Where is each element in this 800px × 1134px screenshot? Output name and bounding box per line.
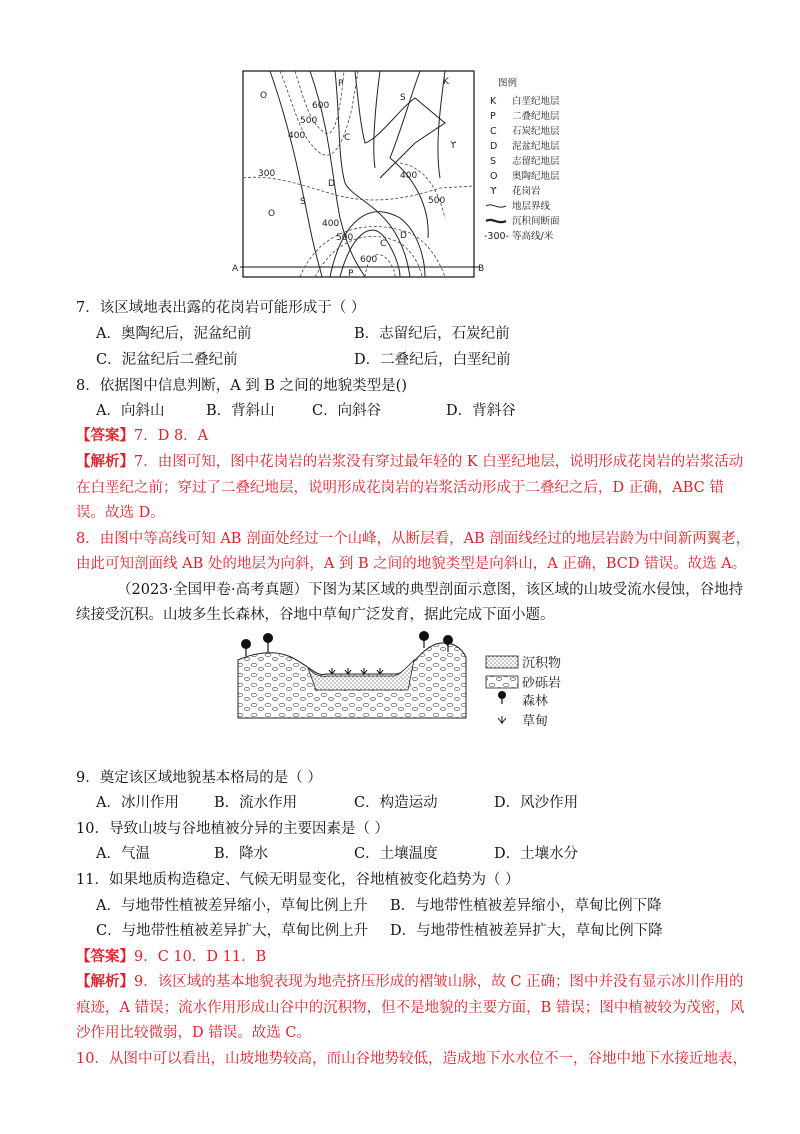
q10-stem: 10．导致山坡与谷地植被分异的主要因素是（ ） xyxy=(76,821,390,837)
map-label-p1: P xyxy=(338,79,344,89)
contour-600a: 600 xyxy=(312,101,330,111)
q9-option-c: C．构造运动 xyxy=(354,795,438,811)
legend-label-o: 奥陶纪地层 xyxy=(512,171,560,182)
contour-600b: 600 xyxy=(360,255,378,265)
analysis-2-line-1 xyxy=(76,972,744,992)
legend-title: 图例 xyxy=(498,78,518,89)
q11-option-a: A．与地带性植被差异缩小，草甸比例上升 xyxy=(96,898,368,914)
legend-sym-granite: ϒ xyxy=(490,186,497,197)
point-a-label: A xyxy=(232,264,239,274)
analysis-1-line-2: 在白垩纪之前；穿过了二叠纪地层，说明形成花岗岩的岩浆活动形成于二叠纪之后，D 正确，ABC 错 xyxy=(76,480,724,496)
analysis-2-line-2: 痕迹，A 错误；流水作用形成山谷中的沉积物，但不是地貌的主要方面，B 错误；图中植被较为茂密，风 xyxy=(76,1000,745,1016)
q10-option-b: B．降水 xyxy=(214,846,269,862)
q7-option-c: C．泥盆纪后二叠纪前 xyxy=(96,352,238,368)
q8-option-a: A．向斜山 xyxy=(96,403,165,419)
map-label-o1: O xyxy=(268,209,276,219)
q11-option-b: B．与地带性植被差异缩小，草甸比例下降 xyxy=(390,898,662,914)
legend-gravel-label: 砂砾岩 xyxy=(522,676,562,691)
q8-option-b: B．背斜山 xyxy=(206,403,275,419)
legend-sym-p: P xyxy=(490,111,496,122)
analysis-1-line-4: 8．由图中等高线可知 AB 剖面处经过一个山峰，从断层看，AB 剖面线经过的地层岩龄为中间新两翼老， xyxy=(76,531,751,547)
legend-label-p: 二叠纪地层 xyxy=(512,111,560,122)
legend-label-contour: 等高线/米 xyxy=(512,231,554,242)
legend-meadow-label: 草甸 xyxy=(522,714,549,729)
legend-unconformity-line xyxy=(486,220,506,222)
q9-option-a: A．冰川作用 xyxy=(96,795,179,811)
legend-meadow-icon xyxy=(498,716,506,724)
map-label-s1: S xyxy=(400,93,406,103)
analysis-1-tag: 【解析】 xyxy=(76,453,134,470)
q11-option-d: D．与地带性植被差异扩大，草甸比例下降 xyxy=(390,923,663,939)
contour-500a: 500 xyxy=(300,116,318,126)
contour-400c: 400 xyxy=(322,219,340,229)
answer-2-text: 9．C 10．D 11．B xyxy=(134,949,267,965)
q10-option-c: C．土壤温度 xyxy=(354,846,438,862)
q7-option-b: B．志留纪后，石炭纪前 xyxy=(354,326,510,342)
map-label-s2: S xyxy=(300,197,306,207)
q8-option-d: D．背斜谷 xyxy=(446,403,516,419)
q9-option-b: B．流水作用 xyxy=(214,795,298,811)
map-label-c1: C xyxy=(344,133,351,143)
contour-500c: 500 xyxy=(336,233,354,243)
map-label-c2: C xyxy=(380,239,387,249)
legend-gravel-swatch xyxy=(486,676,518,688)
answer-1-text: 7．D 8．A xyxy=(134,428,209,444)
contour-300: 300 xyxy=(258,169,276,179)
q7-option-d: D．二叠纪后，白垩纪前 xyxy=(354,352,511,368)
legend-sym-o: O xyxy=(490,171,498,182)
map-label-granite: ϒ xyxy=(450,141,457,151)
analysis-2-line-4: 10．从图中可以看出，山坡地势较高，而山谷地势较低，造成地下水水位不一，谷地中地下水接近地表， xyxy=(76,1051,747,1067)
intro-line-1: （2023·全国甲卷·高考真题）下图为某区域的典型剖面示意图，该区域的山坡受流水侵蚀，谷地持 xyxy=(117,582,744,598)
legend-label-s: 志留纪地层 xyxy=(512,156,560,167)
answer-1 xyxy=(76,426,208,446)
legend-sym-k: K xyxy=(490,96,497,107)
answer-2 xyxy=(76,947,266,967)
q8-option-c: C．向斜谷 xyxy=(312,403,382,419)
legend-label-boundary: 地层界线 xyxy=(512,201,551,212)
legend-sym-contour: -300- xyxy=(484,231,509,242)
meadow-grass xyxy=(329,668,383,674)
q11-option-c: C．与地带性植被差异扩大，草甸比例上升 xyxy=(96,923,369,939)
analysis-2-line-3: 沙作用比较微弱，D 错误。故选 C。 xyxy=(76,1025,311,1041)
legend-label-c: 石炭纪地层 xyxy=(512,126,560,137)
analysis-1-line-1 xyxy=(76,452,743,472)
q9-option-d: D．风沙作用 xyxy=(494,795,579,811)
q8-stem: 8．依据图中信息判断，A 到 B 之间的地貌类型是() xyxy=(76,378,407,394)
analysis-2-text-1: 9．该区域的基本地貌表现为地壳挤压形成的褶皱山脉，故 C 正确；图中并没有显示冰川作用的 xyxy=(134,974,744,990)
map-legend xyxy=(484,77,560,242)
contour-400b: 400 xyxy=(400,171,418,181)
legend-sym-s: S xyxy=(490,156,497,167)
analysis-1-line-5: 由此可知剖面线 AB 处的地层为向斜，A 到 B 之间的地貌类型是向斜山，A 正确，BCD 错误。故选 A。 xyxy=(76,556,747,572)
intro-line-2: 续接受沉积。山坡多生长森林，谷地中草甸广泛发育，据此完成下面小题。 xyxy=(76,607,555,623)
geologic-map xyxy=(232,68,570,288)
legend-label-granite: 花岗岩 xyxy=(512,186,541,197)
legend-label-k: 白垩纪地层 xyxy=(512,96,560,107)
q10-option-a: A．气温 xyxy=(96,846,150,862)
forest-trees xyxy=(241,631,453,656)
answer-2-tag: 【答案】 xyxy=(76,948,134,965)
q10-option-d: D．土壤水分 xyxy=(494,846,579,862)
analysis-1-text-1: 7．由图可知，图中花岗岩的岩浆没有穿过最年轻的 K 白垩纪地层，说明形成花岗岩的岩浆活动 xyxy=(134,454,744,470)
legend-forest-label: 森林 xyxy=(522,694,549,709)
map-label-o2: O xyxy=(260,91,268,101)
map-label-d1: D xyxy=(328,179,335,189)
analysis-1-line-3: 误。故选 D。 xyxy=(76,505,165,521)
profile-diagram xyxy=(236,632,566,742)
contour-400a: 400 xyxy=(288,131,306,141)
legend-sediment-label: 沉积物 xyxy=(522,656,562,671)
q7-stem: 7．该区域地表出露的花岗岩可能形成于（ ） xyxy=(76,300,366,316)
legend-label-unconformity: 沉积间断面 xyxy=(512,216,560,227)
legend-forest-icon xyxy=(498,691,506,704)
map-label-d2: D xyxy=(400,231,407,241)
q9-stem: 9．奠定该区域地貌基本格局的是（ ） xyxy=(76,770,322,786)
q11-stem: 11．如果地质构造稳定、气候无明显变化，谷地植被变化趋势为（ ） xyxy=(76,872,520,888)
legend-sediment-swatch xyxy=(486,656,518,668)
map-label-p2: P xyxy=(348,269,354,279)
legend-sym-d: D xyxy=(490,141,498,152)
point-b-label: B xyxy=(478,264,485,274)
analysis-2-tag: 【解析】 xyxy=(76,973,134,990)
legend-sym-c: C xyxy=(490,126,497,137)
q7-option-a: A．奥陶纪后，泥盆纪前 xyxy=(96,326,252,342)
contour-500b: 500 xyxy=(428,196,446,206)
map-label-k: K xyxy=(443,77,449,87)
legend-boundary-line xyxy=(486,205,506,207)
legend-label-d: 泥盆纪地层 xyxy=(512,141,560,152)
answer-1-tag: 【答案】 xyxy=(76,427,134,444)
